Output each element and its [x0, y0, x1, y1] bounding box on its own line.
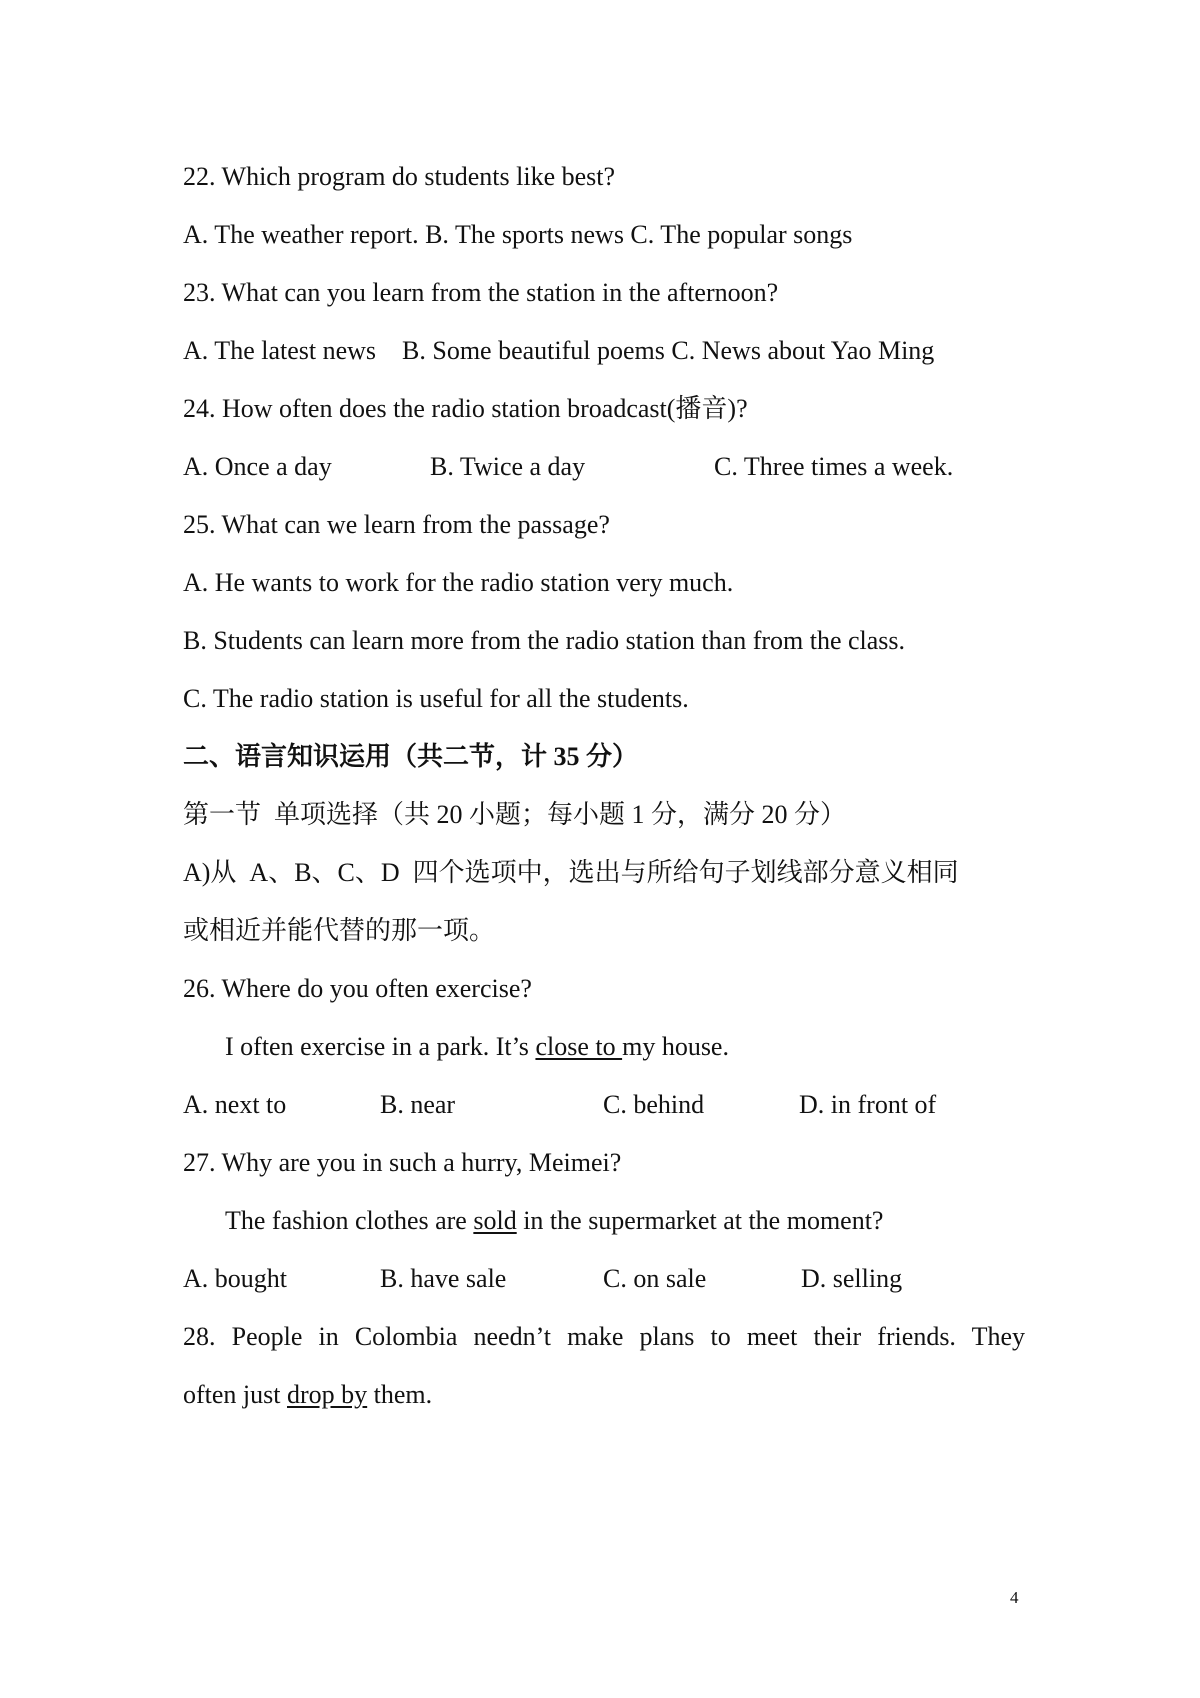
q24-option-b: B. Twice a day	[430, 452, 586, 481]
q26-answer-before: I often exercise in a park. It’s	[225, 1032, 536, 1061]
q26-option-b: B. near	[380, 1090, 456, 1119]
q25-option-b: B. Students can learn more from the radio station than from the class.	[183, 626, 906, 655]
q27-question: 27. Why are you in such a hurry, Meimei?	[183, 1148, 622, 1177]
page-number: 4	[1010, 1588, 1019, 1607]
q24-option-c: C. Three times a week.	[714, 452, 954, 481]
q25-option-a: A. He wants to work for the radio station very much.	[183, 568, 734, 597]
q27-option-c: C. on sale	[603, 1264, 707, 1293]
q27-option-b: B. have sale	[380, 1264, 507, 1293]
q26-question: 26. Where do you often exercise?	[183, 974, 532, 1003]
q25-question: 25. What can we learn from the passage?	[183, 510, 610, 539]
q27-answer-before: The fashion clothes are	[225, 1206, 474, 1235]
q27-underlined-word: sold	[473, 1206, 517, 1235]
instruction-line-1: A)从 A、B、C、D 四个选项中，选出与所给句子划线部分意义相同	[183, 858, 959, 887]
q22-question: 22. Which program do students like best?	[183, 162, 616, 191]
q28-line2-after: them.	[367, 1380, 433, 1409]
q27-option-a: A. bought	[183, 1264, 287, 1293]
q22-options: A. The weather report. B. The sports news C. The popular songs	[183, 220, 853, 249]
q26-option-a: A. next to	[183, 1090, 287, 1119]
q26-answer-after: my house.	[622, 1032, 729, 1061]
q28-question-line-1: 28. People in Colombia needn’t make plans to meet their friends. They	[183, 1322, 1025, 1351]
q26-answer	[225, 1030, 729, 1064]
section-heading: 二、语言知识运用（共二节，计 35 分）	[183, 742, 639, 771]
q28-question-line-2	[183, 1378, 432, 1412]
q25-option-c: C. The radio station is useful for all the students.	[183, 684, 689, 713]
instruction-line-2: 或相近并能代替的那一项。	[183, 916, 496, 945]
q28-underlined-phrase: drop by	[287, 1380, 368, 1409]
q24-option-a: A. Once a day	[183, 452, 332, 481]
q23-question: 23. What can you learn from the station in the afternoon?	[183, 278, 779, 307]
q26-option-d: D. in front of	[799, 1090, 937, 1119]
part1-title: 第一节 单项选择（共 20 小题；每小题 1 分，满分 20 分）	[183, 800, 847, 829]
q27-answer-after: in the supermarket at the moment?	[516, 1206, 884, 1235]
q28-line2-before: often just	[183, 1380, 287, 1409]
q26-underlined-phrase: close to	[535, 1032, 623, 1061]
q23-options: A. The latest news B. Some beautiful poems C. News about Yao Ming	[183, 336, 935, 365]
q24-question: 24. How often does the radio station broadcast(播音)?	[183, 394, 748, 423]
q27-answer	[225, 1204, 883, 1238]
q27-option-d: D. selling	[801, 1264, 903, 1293]
q26-option-c: C. behind	[603, 1090, 705, 1119]
